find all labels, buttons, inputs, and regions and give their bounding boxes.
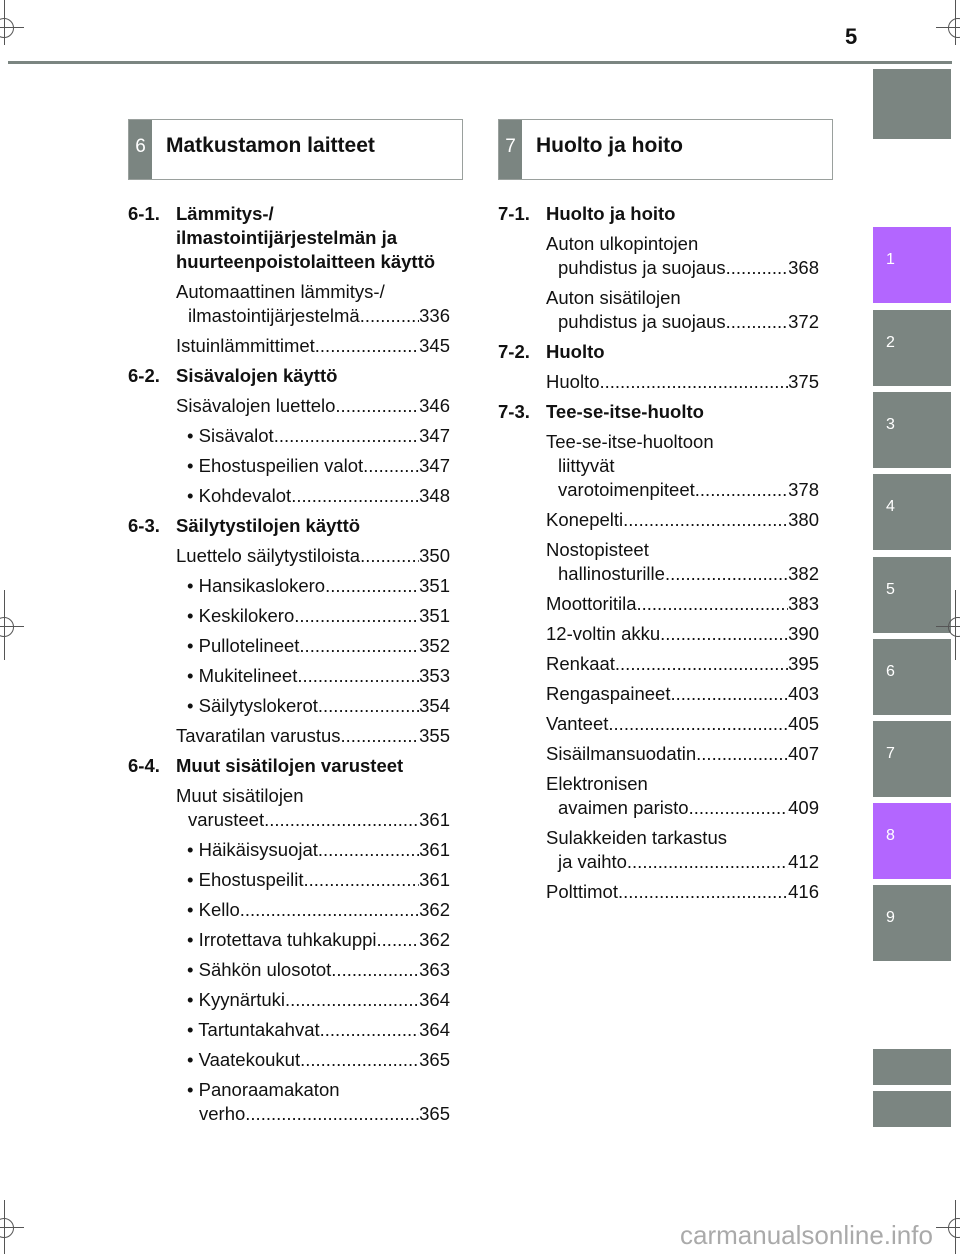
toc-entry[interactable]: [187, 898, 450, 922]
toc-column-left: [128, 202, 450, 1132]
page-ref: 361: [419, 809, 450, 830]
leader-dots: [318, 694, 419, 718]
leader-dots: [360, 304, 419, 328]
toc-entry[interactable]: [546, 538, 819, 586]
chapter-tab-label: 4: [886, 498, 895, 515]
leader-dots: [285, 988, 419, 1012]
toc-entry[interactable]: [176, 784, 450, 832]
toc-entry[interactable]: [187, 1048, 450, 1072]
toc-entry[interactable]: [187, 1018, 450, 1042]
page-ref: 416: [788, 881, 819, 902]
entry-label: Sisävalojen luettelo: [176, 395, 336, 416]
toc-entry[interactable]: [187, 604, 450, 628]
leader-dots: [245, 1102, 419, 1126]
entry-label: • Kello: [187, 899, 240, 920]
page-ref: 362: [419, 899, 450, 920]
section-number: 7-1.: [498, 203, 530, 224]
section-title: Huolto ja hoito: [546, 203, 676, 224]
entry-label: varotoimenpiteet: [558, 479, 695, 500]
toc-entry[interactable]: [546, 880, 819, 904]
page-ref: 353: [419, 665, 450, 686]
chapter-tab-9[interactable]: [873, 885, 951, 961]
leader-dots: [240, 898, 419, 922]
toc-entry[interactable]: [176, 724, 450, 748]
leader-dots: [599, 370, 788, 394]
page-ref: 351: [419, 575, 450, 596]
page-ref: 354: [419, 695, 450, 716]
entry-label: Renkaat: [546, 653, 615, 674]
chapter-tab-label: 3: [886, 416, 895, 433]
leader-dots: [695, 478, 788, 502]
leader-dots: [618, 880, 788, 904]
leader-dots: [670, 682, 788, 706]
toc-section-heading[interactable]: [498, 340, 819, 364]
leader-dots: [294, 604, 419, 628]
page-ref: 382: [788, 563, 819, 584]
section-title: Lämmitys-/ ilmastointijärjestelmän ja huurteenpoistolaitteen käyttö: [176, 203, 436, 272]
leader-dots: [726, 310, 788, 334]
chapter-number: 7: [499, 120, 522, 179]
page-ref: 352: [419, 635, 450, 656]
leader-dots: [689, 796, 789, 820]
toc-entry[interactable]: [546, 682, 819, 706]
entry-label: puhdistus ja suojaus: [558, 257, 726, 278]
entry-text: Elektronisen: [546, 773, 648, 794]
leader-dots: [636, 592, 788, 616]
page-ref: 364: [419, 1019, 450, 1040]
toc-entry[interactable]: [176, 394, 450, 418]
entry-label: • Pullotelineet: [187, 635, 300, 656]
page-ref: 347: [419, 425, 450, 446]
leader-dots: [300, 1048, 419, 1072]
page-ref: 361: [419, 869, 450, 890]
toc-entry[interactable]: [187, 484, 450, 508]
section-title: Huolto: [546, 341, 605, 362]
page-ref: 336: [419, 305, 450, 326]
registration-mark: [0, 590, 30, 660]
toc-entry[interactable]: [187, 1078, 450, 1126]
leader-dots: [696, 742, 788, 766]
toc-entry[interactable]: [546, 592, 819, 616]
entry-label: Luettelo säilytystiloista: [176, 545, 361, 566]
toc-entry[interactable]: [187, 424, 450, 448]
page-ref: 351: [419, 605, 450, 626]
leader-dots: [608, 712, 788, 736]
entry-label: • Hansikaslokero: [187, 575, 326, 596]
page-ref: 407: [788, 743, 819, 764]
page-ref: 365: [419, 1049, 450, 1070]
registration-mark: [0, 1200, 30, 1254]
toc-entry[interactable]: [187, 838, 450, 862]
entry-label: ilmastointijärjestelmä: [188, 305, 360, 326]
entry-text: Auton sisätilojen: [546, 287, 681, 308]
chapter-number: 6: [129, 120, 152, 179]
leader-dots: [318, 838, 419, 862]
section-number: 6-1.: [128, 203, 160, 224]
entry-label: • Keskilokero: [187, 605, 295, 626]
toc-entry[interactable]: [176, 280, 450, 328]
chapter-tab-label: 5: [886, 581, 895, 598]
leader-dots: [627, 850, 788, 874]
toc-entry[interactable]: [187, 574, 450, 598]
section-title: Muut sisätilojen varusteet: [176, 755, 404, 776]
registration-mark: [930, 590, 960, 660]
toc-entry[interactable]: [546, 508, 819, 532]
leader-dots: [299, 634, 419, 658]
leader-dots: [297, 664, 419, 688]
entry-label: • Vaatekoukut: [187, 1049, 301, 1070]
page-ref: 380: [788, 509, 819, 530]
chapter-tab-label: 1: [886, 251, 895, 268]
entry-label: Huolto: [546, 371, 600, 392]
chapter-header-left: [128, 119, 463, 180]
toc-entry[interactable]: [176, 544, 450, 568]
leader-dots: [274, 424, 419, 448]
toc-section-heading[interactable]: [128, 754, 450, 778]
toc-entry[interactable]: [187, 454, 450, 478]
chapter-title: Huolto ja hoito: [536, 134, 683, 157]
chapter-tab-7[interactable]: [873, 721, 951, 797]
page-ref: 390: [788, 623, 819, 644]
chapter-title: Matkustamon laitteet: [166, 134, 375, 157]
page-ref: 378: [788, 479, 819, 500]
entry-label: • Ehostuspeilit: [187, 869, 304, 890]
toc-entry[interactable]: [546, 232, 819, 280]
toc-entry[interactable]: [546, 826, 819, 874]
toc-section-heading[interactable]: [498, 400, 819, 424]
toc-entry[interactable]: [546, 286, 819, 334]
leader-dots: [304, 868, 420, 892]
toc-entry[interactable]: [546, 742, 819, 766]
entry-label: hallinosturille: [558, 563, 665, 584]
header-rule: [8, 61, 952, 64]
chapter-tab-8[interactable]: [873, 803, 951, 879]
leader-dots: [325, 574, 419, 598]
entry-text: • Panoraamakaton: [187, 1079, 340, 1100]
page-ref: 372: [788, 311, 819, 332]
entry-label: • Irrotettava tuhkakuppi: [187, 929, 377, 950]
page-ref: 362: [419, 929, 450, 950]
leader-dots: [331, 958, 419, 982]
toc-entry[interactable]: [187, 634, 450, 658]
toc-entry[interactable]: [187, 958, 450, 982]
entry-text: Muut sisätilojen: [176, 785, 304, 806]
entry-label: • Häikäisysuojat: [187, 839, 318, 860]
toc-column-right: [498, 202, 819, 910]
page-ref: 348: [419, 485, 450, 506]
toc-section-heading[interactable]: [128, 202, 450, 274]
entry-label: • Kohdevalot: [187, 485, 292, 506]
section-number: 7-3.: [498, 401, 530, 422]
page-ref: 403: [788, 683, 819, 704]
toc-entry[interactable]: [546, 652, 819, 676]
entry-label: avaimen paristo: [558, 797, 689, 818]
page-ref: 412: [788, 851, 819, 872]
page-ref: 409: [788, 797, 819, 818]
entry-text: Automaattinen lämmitys-/: [176, 281, 385, 302]
registration-mark: [0, 0, 30, 50]
chapter-tab-label: 9: [886, 909, 895, 926]
leader-dots: [291, 484, 419, 508]
leader-dots: [320, 1018, 419, 1042]
page-ref: 383: [788, 593, 819, 614]
chapter-tab-label: 6: [886, 663, 895, 680]
entry-label: varusteet: [188, 809, 265, 830]
toc-entry[interactable]: [546, 370, 819, 394]
leader-dots: [665, 562, 788, 586]
toc-entry[interactable]: [546, 772, 819, 820]
chapter-tab-1[interactable]: [873, 227, 951, 303]
entry-label: Polttimot: [546, 881, 618, 902]
leader-dots: [315, 334, 419, 358]
toc-entry[interactable]: [187, 928, 450, 952]
chapter-tab[interactable]: [873, 1091, 951, 1127]
chapter-tab-label: 8: [886, 827, 895, 844]
entry-label: Rengaspaineet: [546, 683, 671, 704]
toc-section-heading[interactable]: [498, 202, 819, 226]
page-number: 5: [845, 24, 858, 49]
toc-entry[interactable]: [546, 712, 819, 736]
entry-label: • Kyynärtuki: [187, 989, 285, 1010]
leader-dots: [360, 544, 419, 568]
page-ref: 368: [788, 257, 819, 278]
entry-label: Vanteet: [546, 713, 609, 734]
section-title: Sisävalojen käyttö: [176, 365, 338, 386]
section-number: 6-2.: [128, 365, 160, 386]
entry-label: • Sähkön ulosotot: [187, 959, 332, 980]
chapter-tab[interactable]: [873, 69, 951, 139]
section-title: Säilytystilojen käyttö: [176, 515, 361, 536]
chapter-tab[interactable]: [873, 1049, 951, 1085]
entry-label: puhdistus ja suojaus: [558, 311, 726, 332]
entry-text: Nostopisteet: [546, 539, 649, 560]
chapter-tab-4[interactable]: [873, 474, 951, 550]
page-ref: 365: [419, 1103, 450, 1124]
entry-label: ja vaihto: [558, 851, 627, 872]
page-ref: 364: [419, 989, 450, 1010]
toc-entry[interactable]: [546, 430, 819, 502]
entry-text: Auton ulkopintojen: [546, 233, 699, 254]
page-ref: 345: [419, 335, 450, 356]
page-ref: 395: [788, 653, 819, 674]
registration-mark: [930, 0, 960, 50]
entry-label: Tavaratilan varustus: [176, 725, 341, 746]
entry-text: Tee-se-itse-huoltoon: [546, 431, 714, 452]
toc-section-heading[interactable]: [128, 514, 450, 538]
leader-dots: [264, 808, 419, 832]
section-number: 7-2.: [498, 341, 530, 362]
entry-label: Konepelti: [546, 509, 624, 530]
leader-dots: [660, 622, 788, 646]
entry-label: • Mukitelineet: [187, 665, 298, 686]
page-ref: 375: [788, 371, 819, 392]
toc-entry[interactable]: [187, 988, 450, 1012]
toc-entry[interactable]: [187, 664, 450, 688]
section-number: 6-3.: [128, 515, 160, 536]
toc-section-heading[interactable]: [128, 364, 450, 388]
page-ref: 347: [419, 455, 450, 476]
chapter-tab-3[interactable]: [873, 392, 951, 468]
entry-text: liittyvät: [558, 455, 615, 476]
toc-entry[interactable]: [187, 694, 450, 718]
registration-mark: [930, 1200, 960, 1254]
watermark: carmanualsonline.info: [680, 1220, 933, 1250]
entry-text: Sulakkeiden tarkastus: [546, 827, 727, 848]
page-ref: 346: [419, 395, 450, 416]
page-ref: 350: [419, 545, 450, 566]
chapter-tab-2[interactable]: [873, 310, 951, 386]
entry-label: • Tartuntakahvat: [187, 1019, 320, 1040]
leader-dots: [377, 928, 420, 952]
leader-dots: [363, 454, 419, 478]
section-title: Tee-se-itse-huolto: [546, 401, 704, 422]
toc-entry[interactable]: [187, 868, 450, 892]
entry-label: • Säilytyslokerot: [187, 695, 318, 716]
entry-label: Sisäilmansuodatin: [546, 743, 697, 764]
entry-label: • Ehostuspeilien valot: [187, 455, 364, 476]
entry-label: verho: [199, 1103, 246, 1124]
page-ref: 355: [419, 725, 450, 746]
page-ref: 361: [419, 839, 450, 860]
leader-dots: [623, 508, 788, 532]
entry-label: Moottoritila: [546, 593, 637, 614]
section-number: 6-4.: [128, 755, 160, 776]
toc-entry[interactable]: [176, 334, 450, 358]
page-ref: 405: [788, 713, 819, 734]
chapter-tab-label: 7: [886, 745, 895, 762]
entry-label: • Sisävalot: [187, 425, 274, 446]
page-ref: 363: [419, 959, 450, 980]
leader-dots: [615, 652, 788, 676]
entry-label: 12-voltin akku: [546, 623, 661, 644]
chapter-header-right: [498, 119, 833, 180]
leader-dots: [726, 256, 788, 280]
leader-dots: [335, 394, 419, 418]
toc-entry[interactable]: [546, 622, 819, 646]
chapter-tab-label: 2: [886, 334, 895, 351]
leader-dots: [341, 724, 420, 748]
entry-label: Istuinlämmittimet: [176, 335, 315, 356]
